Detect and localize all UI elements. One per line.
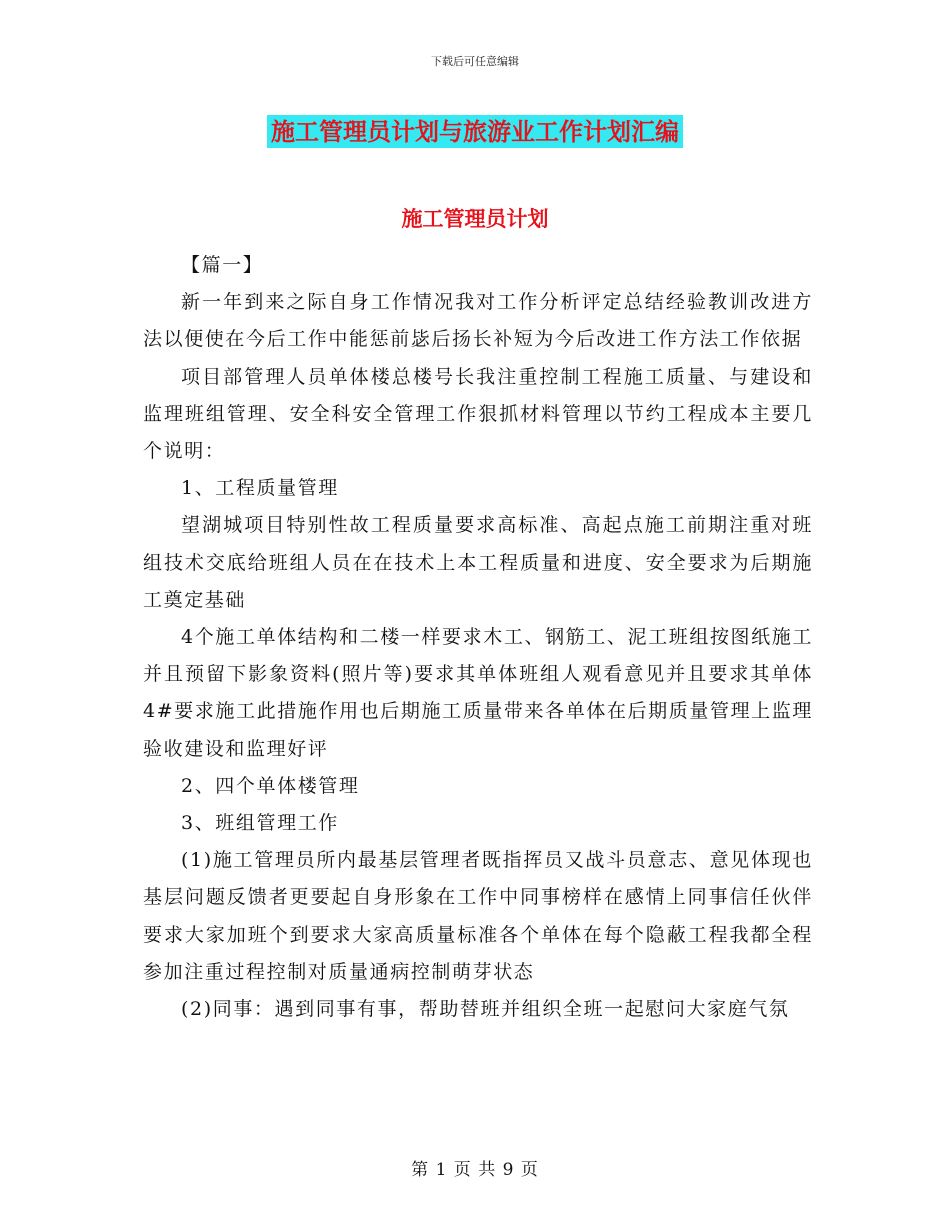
paragraph: 4个施工单体结构和二楼一样要求木工、钢筋工、泥工班组按图纸施工并且预留下影象资料(照片等)要求其单体班组人观看意见并且要求其单体4#要求施工此措施作用也后期施工质量带来各单体在后期质量管理上监理验收建设和监理好评 [143, 626, 813, 760]
section-title: 施工管理员计划 [401, 206, 549, 231]
body-text [143, 247, 813, 1028]
paragraph: (1)施工管理员所内最基层管理者既指挥员又战斗员意志、意见体现也基层问题反馈者更要起自身形象在工作中同事榜样在感情上同事信任伙伴要求大家加班个到要求大家高质量标准各个单体在每个隐蔽工程我都全程参加注重过程控制对质量通病控制萌芽状态 [143, 849, 813, 983]
paragraph: 2、四个单体楼管理 [181, 774, 360, 797]
paragraph: 望湖城项目特别性故工程质量要求高标准、高起点施工前期注重对班组技术交底给班组人员在在技术上本工程质量和进度、安全要求为后期施工奠定基础 [143, 514, 813, 611]
page-number-footer: 第 1 页 共 9 页 [411, 1160, 539, 1180]
paragraph: 项目部管理人员单体楼总楼号长我注重控制工程施工质量、与建设和监理班组管理、安全科安全管理工作狠抓材料管理以节约工程成本主要几个说明： [143, 365, 813, 463]
main-title-wrapper [0, 112, 950, 147]
paragraph: (2)同事：遇到同事有事，帮助替班并组织全班一起慰问大家庭气氛 [181, 998, 790, 1021]
main-title: 施工管理员计划与旅游业工作计划汇编 [267, 115, 683, 148]
paragraph: 【篇一】 [181, 254, 264, 276]
paragraph: 新一年到来之际自身工作情况我对工作分析评定总结经验教训改进方法以便使在今后工作中能惩前毖后扬长补短为今后改进工作方法工作依据 [143, 291, 813, 351]
paragraph: 1、工程质量管理 [181, 477, 339, 500]
header-note: 下载后可任意编辑 [431, 55, 519, 68]
paragraph: 3、班组管理工作 [181, 812, 339, 835]
